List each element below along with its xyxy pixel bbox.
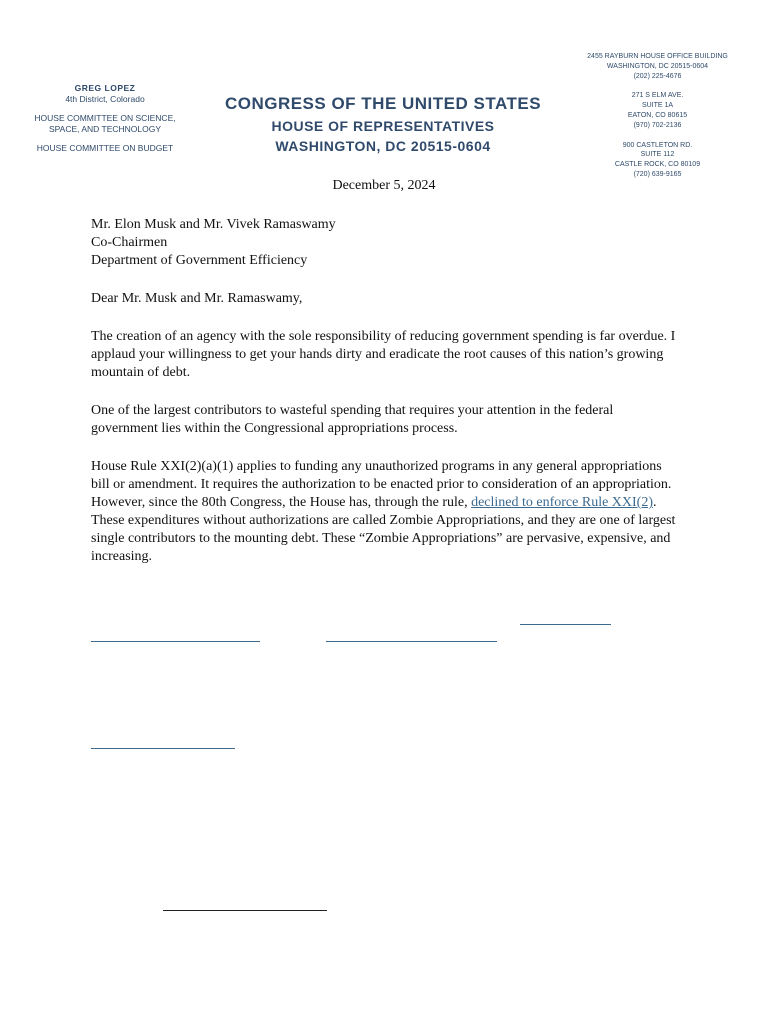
recipient-block xyxy=(91,216,681,270)
letterhead-house: HOUSE OF REPRESENTATIVES xyxy=(271,118,495,134)
committee-budget: HOUSE COMMITTEE ON BUDGET xyxy=(36,143,174,153)
member-info xyxy=(30,83,180,154)
letterhead-congress: CONGRESS OF THE UNITED STATES xyxy=(224,94,542,113)
paragraph-3-text-after: . These expenditures without authorizations are called Zombie Appropriations, and they are one of largest single contributors to the mounting debt. These “Zombie Appropriations” are pervasive, expensive, and increasing. xyxy=(91,495,676,564)
recipient-department: Department of Government Efficiency xyxy=(91,253,308,268)
office-addresses xyxy=(575,52,740,180)
member-district: 4th District, Colorado xyxy=(65,94,145,104)
recipient-names: Mr. Elon Musk and Mr. Vivek Ramaswamy xyxy=(91,217,336,232)
letterhead-city: WASHINGTON, DC 20515-0604 xyxy=(275,138,491,154)
office-eaton-line2: SUITE 1A xyxy=(641,102,674,110)
office-castle-rock-phone: (720) 639-9165 xyxy=(633,170,682,178)
committee-science-line2: SPACE, AND TECHNOLOGY xyxy=(48,124,162,134)
paragraph-3-text-before: House Rule XXI(2)(a)(1) applies to funding any unauthorized programs in any general appropriations bill or amendment. It requires the authorization to be enacted prior to consideration of an appropriation. However, since the 80th Congress, the House has, through the rule, xyxy=(91,459,672,510)
office-dc-line1: 2455 RAYBURN HOUSE OFFICE BUILDING xyxy=(587,53,728,60)
salutation: Dear Mr. Musk and Mr. Ramaswamy, xyxy=(91,291,303,306)
paragraph-1: The creation of an agency with the sole responsibility of reducing government spending is far overdue. I applaud your willingness to get your hands dirty and eradicate the root causes of this nation’s growing mountain of debt. xyxy=(91,329,676,380)
letter-date: December 5, 2024 xyxy=(332,178,436,193)
office-eaton-line3: EATON, CO 80615 xyxy=(627,111,688,119)
office-dc-phone: (202) 225-4676 xyxy=(633,72,682,80)
office-dc-line2: WASHINGTON, DC 20515-0604 xyxy=(606,62,709,70)
office-eaton-line1: 271 S ELM AVE. xyxy=(631,92,684,100)
office-castle-rock-line1: 900 CASTLETON RD. xyxy=(622,141,693,149)
member-name: GREG LOPEZ xyxy=(74,83,136,93)
office-eaton xyxy=(575,91,740,130)
committee-science-line1: HOUSE COMMITTEE ON SCIENCE, xyxy=(34,113,176,123)
rule-xxi-link[interactable]: declined to enforce Rule XXI(2) xyxy=(471,495,654,510)
recipient-title: Co-Chairmen xyxy=(91,235,168,250)
office-eaton-phone: (970) 702-2136 xyxy=(633,121,682,129)
letter-body xyxy=(91,216,681,586)
paragraph-2: One of the largest contributors to wasteful spending that requires your attention in the federal government lies within the Congressional appropriations process. xyxy=(91,403,614,436)
underline-rule-1 xyxy=(520,624,611,625)
letterhead xyxy=(200,92,566,156)
underline-rule-2 xyxy=(91,641,260,642)
signature-rule xyxy=(163,910,327,911)
office-castle-rock-line3: CASTLE ROCK, CO 80109 xyxy=(614,161,701,169)
office-castle-rock-line2: SUITE 112 xyxy=(640,151,675,159)
office-castle-rock xyxy=(575,141,740,180)
office-dc xyxy=(575,52,740,81)
underline-rule-4 xyxy=(91,748,235,749)
underline-rule-3 xyxy=(326,641,497,642)
paragraph-3 xyxy=(91,458,681,566)
